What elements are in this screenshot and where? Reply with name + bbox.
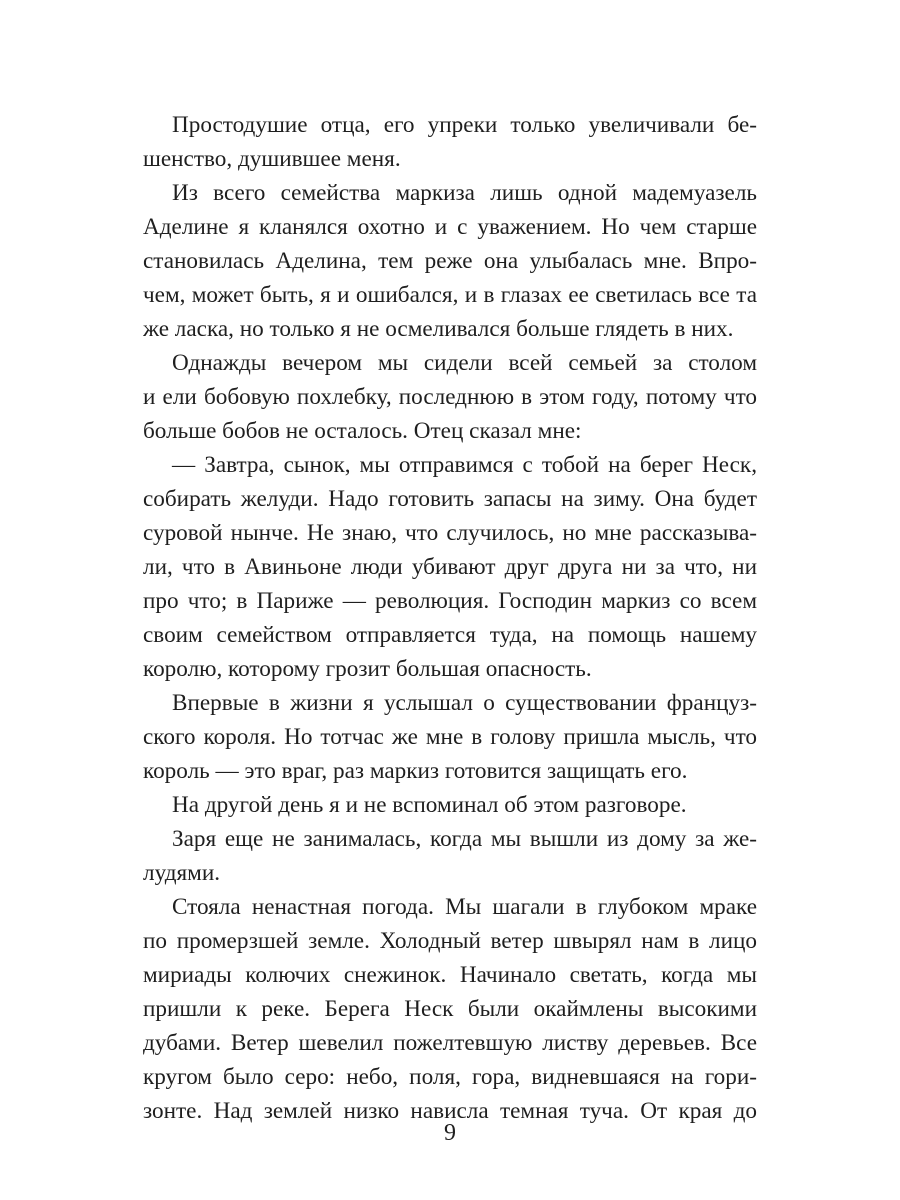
text-line: Простодушие отца, его упреки только увеличивали бе- [172, 112, 757, 138]
text-line: На другой день я и не вспоминал об этом разговоре. [172, 792, 687, 818]
text-line: про что; в Париже — революция. Господин маркиз со всем [143, 588, 757, 614]
text-line: больше бобов не осталось. Отец сказал мне: [143, 418, 582, 444]
text-line: Стояла ненастная погода. Мы шагали в глубоком мраке [172, 894, 757, 920]
body-text [143, 108, 757, 1128]
text-line: шенство, душившее меня. [143, 146, 401, 172]
text-line: кругом было серо: небо, поля, гора, видневшаяся на гори- [143, 1064, 757, 1090]
text-line: суровой нынче. Не знаю, что случилось, но мне рассказыва- [143, 520, 757, 546]
text-line: мириады колючих снежинок. Начинало светать, когда мы [143, 962, 757, 988]
text-line: Аделине я кланялся охотно и с уважением. Но чем старше [143, 214, 757, 240]
text-line: королю, которому грозит большая опасность. [143, 656, 592, 682]
text-line: по промерзшей земле. Холодный ветер швырял нам в лицо [143, 928, 757, 954]
page-number: 9 [444, 1120, 456, 1146]
text-line: Заря еще не занималась, когда мы вышли из дому за же- [172, 826, 757, 852]
text-line: собирать желуди. Надо готовить запасы на зиму. Она будет [143, 486, 757, 512]
text-line: зонте. Над землей низко нависла темная туча. От края до [143, 1098, 757, 1124]
text-line: своим семейством отправляется туда, на помощь нашему [143, 622, 757, 648]
text-line: лудями. [143, 860, 221, 886]
text-line: пришли к реке. Берега Неск были окаймлены высокими [143, 996, 757, 1022]
text-line: становилась Аделина, тем реже она улыбалась мне. Впро- [143, 248, 757, 274]
text-line: Впервые в жизни я услышал о существовании француз- [172, 690, 757, 716]
text-line: дубами. Ветер шевелил пожелтевшую листву деревьев. Все [143, 1030, 757, 1056]
text-line: ли, что в Авиньоне люди убивают друг друга ни за что, ни [143, 554, 757, 580]
text-line: король — это враг, раз маркиз готовится защищать его. [143, 758, 688, 784]
text-line: и ели бобовую похлебку, последнюю в этом году, потому что [143, 384, 757, 410]
text-line: — Завтра, сынок, мы отправимся с тобой на берег Неск, [172, 452, 757, 478]
text-line: Однажды вечером мы сидели всей семьей за столом [172, 350, 757, 376]
text-line: же ласка, но только я не осмеливался больше глядеть в них. [143, 316, 734, 342]
text-line: Из всего семейства маркиза лишь одной мадемуазель [172, 180, 757, 206]
text-line: ского короля. Но тотчас же мне в голову пришла мысль, что [143, 724, 757, 750]
text-line: чем, может быть, я и ошибался, и в глазах ее светилась все та [143, 282, 757, 308]
